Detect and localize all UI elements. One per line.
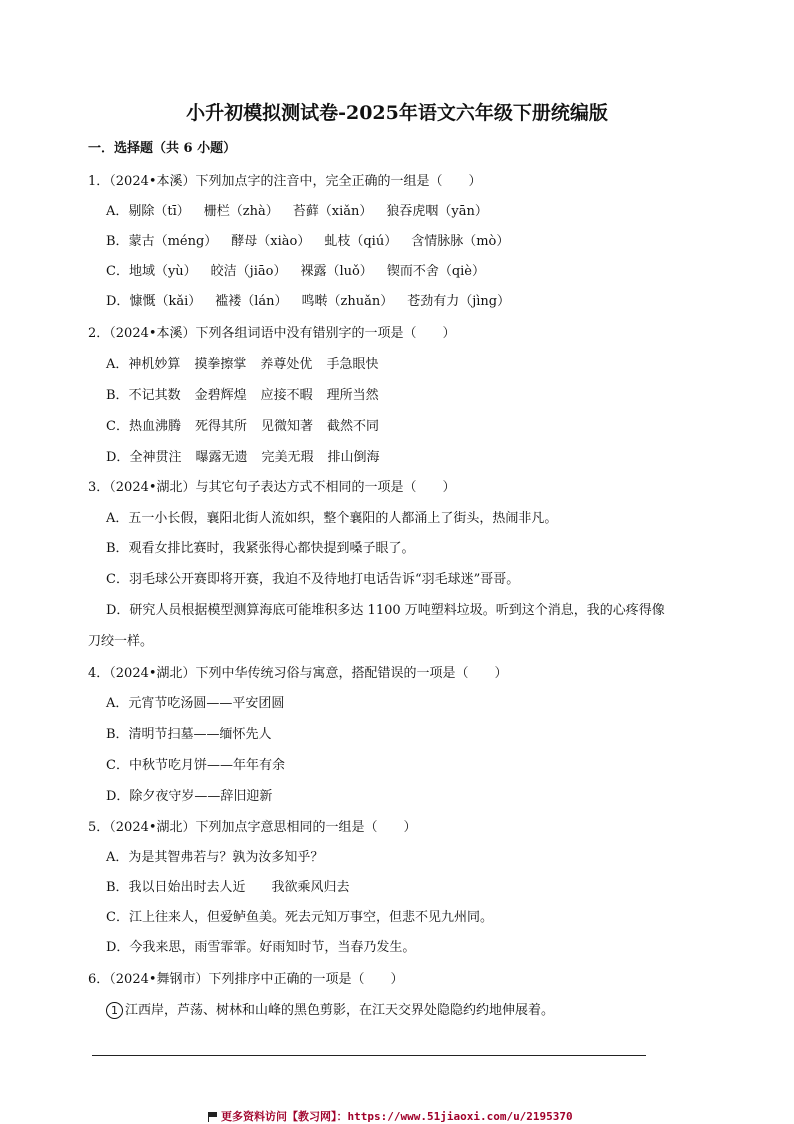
- question-4-option-d[interactable]: D．除夕夜守岁——辞旧迎新: [106, 789, 273, 804]
- question-2-option-a[interactable]: A．神机妙算 摸拳擦掌 养尊处优 手急眼快: [106, 357, 379, 372]
- question-4-option-c[interactable]: C．中秋节吃月饼——年年有余: [106, 758, 285, 773]
- question-2-stem: 2．（2024•本溪）下列各组词语中没有错别字的一项是（ ）: [88, 326, 456, 341]
- question-3-option-d[interactable]: D．研究人员根据模型测算海底可能堆积多达 1100 万吨塑料垃圾。听到这个消息，我的心疼得像: [106, 603, 665, 618]
- question-3-option-b[interactable]: B．观看女排比赛时，我紧张得心都快提到嗓子眼了。: [106, 541, 415, 556]
- question-4-option-a[interactable]: A．元宵节吃汤圆——平安团圆: [106, 696, 285, 711]
- question-5-option-d[interactable]: D．今我来思，雨雪霏霏。好雨知时节，当春乃发生。: [106, 940, 416, 955]
- question-5-option-c[interactable]: C．江上往来人，但爱鲈鱼美。死去元知万事空，但悲不见九州同。: [106, 910, 493, 925]
- question-3-stem: 3．（2024•湖北）与其它句子表达方式不相同的一项是（ ）: [88, 480, 456, 495]
- flag-icon: [208, 1112, 218, 1121]
- question-2-option-b[interactable]: B．不记其数 金碧辉煌 应接不暇 理所当然: [106, 388, 379, 403]
- question-5-option-b[interactable]: B．我以日始出时去人近 我欲乘风归去: [106, 880, 350, 895]
- question-5-option-a[interactable]: A．为是其智弗若与？孰为汝多知乎？: [106, 850, 324, 865]
- question-1-stem: 1．（2024•本溪）下列加点字的注音中，完全正确的一组是（ ）: [88, 174, 482, 189]
- question-2-option-c[interactable]: C．热血沸腾 死得其所 见微知著 截然不同: [106, 419, 380, 434]
- question-3-option-d-continuation: 刀绞一样。: [88, 634, 154, 649]
- page-title: 小升初模拟测试卷-2025年语文六年级下册统编版: [186, 102, 608, 124]
- question-1-option-a[interactable]: A．剔除（tī） 栅栏（zhà） 苔藓（xiǎn） 狼吞虎咽（yān）: [106, 204, 488, 219]
- question-1-option-b[interactable]: B．蒙古（méng） 酵母（xiào） 虬枝（qiú） 含情脉脉（mò）: [106, 234, 510, 249]
- question-6-stem: 6．（2024•舞钢市）下列排序中正确的一项是（ ）: [88, 972, 404, 987]
- question-1-option-c[interactable]: C．地域（yù） 皎洁（jiāo） 裸露（luǒ） 锲而不舍（qiè）: [106, 264, 485, 279]
- circled-number-1: 1: [106, 1002, 123, 1019]
- question-6-item-1: 1 江西岸，芦荡、树林和山峰的黑色剪影，在江天交界处隐隐约约地伸展着。: [106, 999, 554, 1019]
- section-title: 一．选择题（共 6 小题）: [88, 141, 237, 156]
- question-4-option-b[interactable]: B．清明节扫墓——缅怀先人: [106, 727, 272, 742]
- footer-link[interactable]: 更多资料访问【教习网】：https://www.51jiaoxi.com/u/2195370: [208, 1108, 573, 1124]
- question-2-option-d[interactable]: D．全神贯注 曝露无遗 完美无瑕 排山倒海: [106, 450, 380, 465]
- question-5-stem: 5．（2024•湖北）下列加点字意思相同的一组是（ ）: [88, 820, 417, 835]
- question-3-option-a[interactable]: A．五一小长假，襄阳北街人流如织，整个襄阳的人都涌上了街头，热闹非凡。: [106, 511, 558, 526]
- question-4-stem: 4．（2024•湖北）下列中华传统习俗与寓意，搭配错误的一项是（ ）: [88, 666, 508, 681]
- question-3-option-c[interactable]: C．羽毛球公开赛即将开赛，我迫不及待地打电话告诉“羽毛球迷”哥哥。: [106, 572, 520, 587]
- footer-divider: [92, 1055, 646, 1056]
- question-1-option-d[interactable]: D．慷慨（kǎi） 褴褛（lán） 鸣啭（zhuǎn） 苍劲有力（jìng）: [106, 294, 511, 309]
